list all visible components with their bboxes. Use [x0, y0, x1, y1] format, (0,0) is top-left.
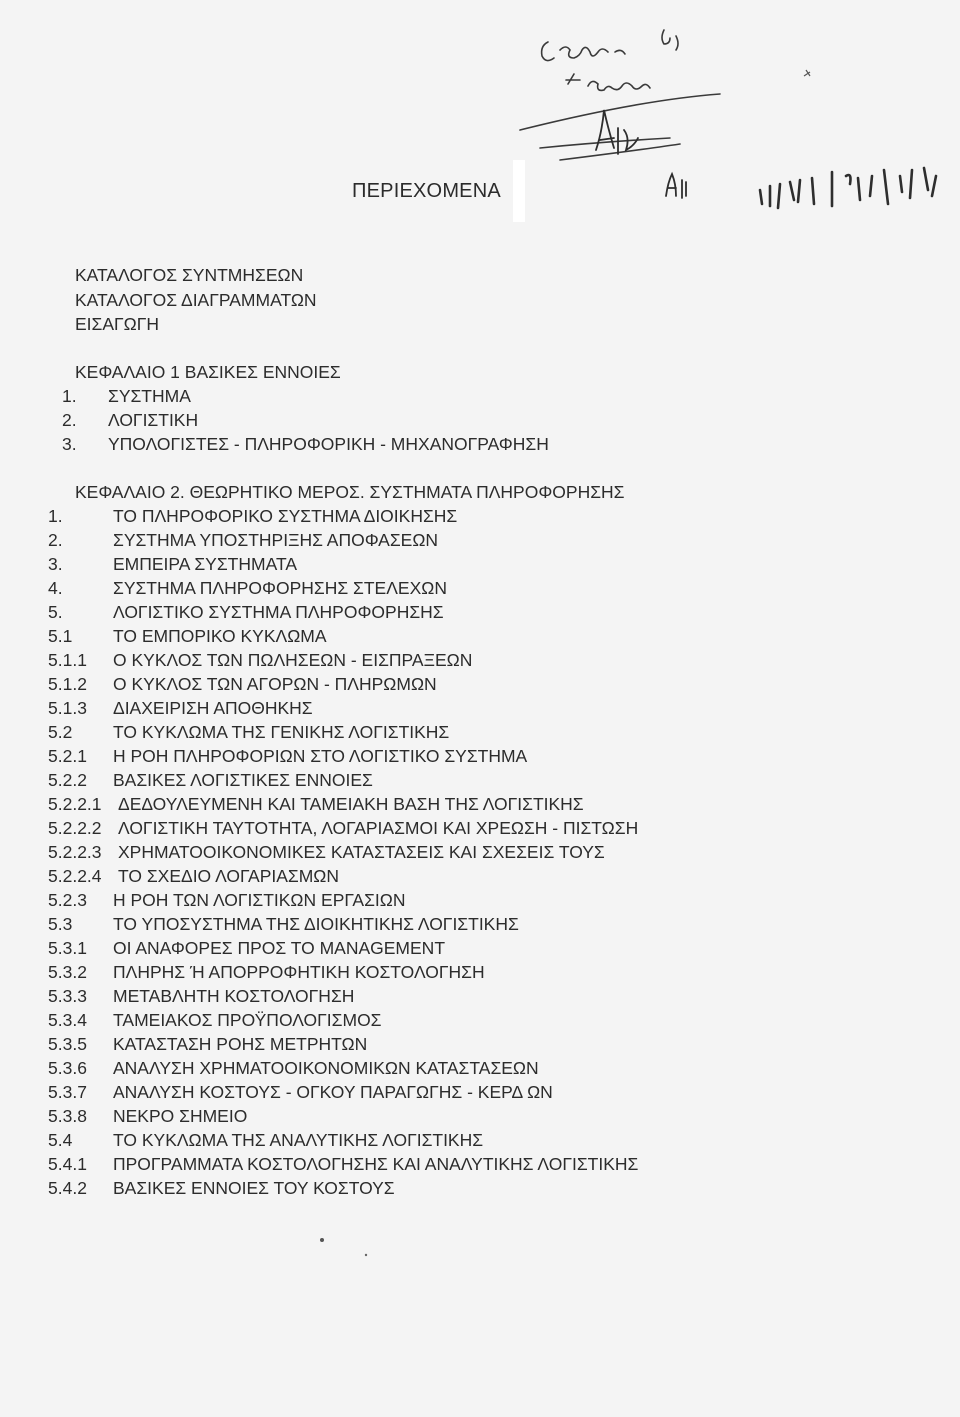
toc-entry-title: ΣΥΣΤΗΜΑ ΥΠΟΣΤΗΡΙΞΗΣ ΑΠΟΦΑΣΕΩΝ [113, 530, 439, 550]
toc-entry-number: 2. [62, 410, 77, 430]
toc-entry-number: 4. [48, 578, 63, 598]
toc-entry-number: 5.4 [48, 1130, 73, 1150]
handwritten-note-icon [0, 0, 960, 300]
toc-entry-number: 5.2.2 [48, 770, 87, 790]
scan-mask [513, 160, 525, 222]
toc-entry-number: 3. [62, 434, 77, 454]
toc-entry-number: 5.2.2.2 [48, 818, 102, 838]
toc-entry-number: 2. [48, 530, 63, 550]
toc-entry-title: ΣΥΣΤΗΜΑ ΠΛΗΡΟΦΟΡΗΣΗΣ ΣΤΕΛΕΧΩΝ [113, 578, 447, 598]
chapter-heading: ΚΕΦΑΛΑΙΟ 2. ΘΕΩΡΗΤΙΚΟ ΜΕΡΟΣ. ΣΥΣΤΗΜΑΤΑ ΠΛΗΡΟΦΟΡΗΣΗΣ [75, 482, 625, 502]
toc-entry-title: ΑΝΑΛΥΣΗ ΚΟΣΤΟΥΣ - ΟΓΚΟΥ ΠΑΡΑΓΩΓΗΣ - ΚΕΡΔ ΩΝ [113, 1082, 553, 1102]
toc-entry-title: ΛΟΓΙΣΤΙΚΗ [108, 410, 199, 430]
toc-entry-number: 5.3 [48, 914, 73, 934]
toc-entry-title: ΔΕΔΟΥΛΕΥΜΕΝΗ ΚΑΙ ΤΑΜΕΙΑΚΗ ΒΑΣΗ ΤΗΣ ΛΟΓΙΣΤΙΚΗΣ [118, 794, 584, 814]
toc-entry-title: ΠΡΟΓΡΑΜΜΑΤΑ ΚΟΣΤΟΛΟΓΗΣΗΣ ΚΑΙ ΑΝΑΛΥΤΙΚΗΣ ΛΟΓΙΣΤΙΚΗΣ [113, 1154, 639, 1174]
toc-entry-number: 5.3.2 [48, 962, 87, 982]
toc-entry-number: 5.2.2.4 [48, 866, 102, 886]
toc-entry-number: 5.1.3 [48, 698, 87, 718]
toc-entry-title: Ο ΚΥΚΛΟΣ ΤΩΝ ΑΓΟΡΩΝ - ΠΛΗΡΩΜΩΝ [113, 674, 437, 694]
toc-entry-title: ΟΙ ΑΝΑΦΟΡΕΣ ΠΡΟΣ ΤΟ MANAGEMENT [113, 938, 446, 958]
toc-entry-title: Η ΡΟΗ ΠΛΗΡΟΦΟΡΙΩΝ ΣΤΟ ΛΟΓΙΣΤΙΚΟ ΣΥΣΤΗΜΑ [113, 746, 528, 766]
toc-entry-number: 5.4.2 [48, 1178, 87, 1198]
toc-entry-number: 1. [62, 386, 77, 406]
toc-entry-number: 5.1.2 [48, 674, 87, 694]
chapter-heading: ΚΕΦΑΛΑΙΟ 1 ΒΑΣΙΚΕΣ ΕΝΝΟΙΕΣ [75, 362, 341, 382]
toc-entry-title: ΧΡΗΜΑΤΟΟΙΚΟΝΟΜΙΚΕΣ ΚΑΤΑΣΤΑΣΕΙΣ ΚΑΙ ΣΧΕΣΕΙΣ ΤΟΥΣ [118, 842, 605, 862]
toc-entry-title: ΤΟ ΚΥΚΛΩΜΑ ΤΗΣ ΓΕΝΙΚΗΣ ΛΟΓΙΣΤΙΚΗΣ [113, 722, 450, 742]
toc-entry-number: 5. [48, 602, 63, 622]
toc-entry-number: 5.3.1 [48, 938, 87, 958]
toc-entry-title: ΣΥΣΤΗΜΑ [108, 386, 191, 406]
toc-entry-number: 5.3.6 [48, 1058, 87, 1078]
toc-entry-number: 5.3.5 [48, 1034, 87, 1054]
toc-entry-number: 5.4.1 [48, 1154, 87, 1174]
toc-entry-title: ΤΟ ΠΛΗΡΟΦΟΡΙΚΟ ΣΥΣΤΗΜΑ ΔΙΟΙΚΗΣΗΣ [113, 506, 458, 526]
toc-entry-title: ΒΑΣΙΚΕΣ ΛΟΓΙΣΤΙΚΕΣ ΕΝΝΟΙΕΣ [113, 770, 373, 790]
toc-entry-title: ΒΑΣΙΚΕΣ ΕΝΝΟΙΕΣ ΤΟΥ ΚΟΣΤΟΥΣ [113, 1178, 395, 1198]
front-matter-item: ΚΑΤΑΛΟΓΟΣ ΔΙΑΓΡΑΜΜΑΤΩΝ [75, 290, 317, 310]
toc-entry-title: ΕΜΠΕΙΡΑ ΣΥΣΤΗΜΑΤΑ [113, 554, 298, 574]
page-title: ΠΕΡΙΕΧΟΜΕΝΑ [352, 180, 501, 202]
toc-entry-title: ΝΕΚΡΟ ΣΗΜΕΙΟ [113, 1106, 248, 1126]
toc-entry-title: ΤΟ ΥΠΟΣΥΣΤΗΜΑ ΤΗΣ ΔΙΟΙΚΗΤΙΚΗΣ ΛΟΓΙΣΤΙΚΗΣ [113, 914, 519, 934]
toc-entry-title: ΚΑΤΑΣΤΑΣΗ ΡΟΗΣ ΜΕΤΡΗΤΩΝ [113, 1034, 368, 1054]
toc-entry-number: 5.1.1 [48, 650, 87, 670]
toc-entry-title: ΑΝΑΛΥΣΗ ΧΡΗΜΑΤΟΟΙΚΟΝΟΜΙΚΩΝ ΚΑΤΑΣΤΑΣΕΩΝ [113, 1058, 539, 1078]
toc-entry-title: ΔΙΑΧΕΙΡΙΣΗ ΑΠΟΘΗΚΗΣ [113, 698, 313, 718]
toc-entry-title: ΤΟ ΣΧΕΔΙΟ ΛΟΓΑΡΙΑΣΜΩΝ [118, 866, 340, 886]
toc-entry-title: Ο ΚΥΚΛΟΣ ΤΩΝ ΠΩΛΗΣΕΩΝ - ΕΙΣΠΡΑΞΕΩΝ [113, 650, 473, 670]
toc-entry-title: ΛΟΓΙΣΤΙΚΟ ΣΥΣΤΗΜΑ ΠΛΗΡΟΦΟΡΗΣΗΣ [113, 602, 444, 622]
toc-entry-title: ΤΟ ΕΜΠΟΡΙΚΟ ΚΥΚΛΩΜΑ [113, 626, 327, 646]
toc-entry-title: ΤΑΜΕΙΑΚΟΣ ΠΡΟΫΠΟΛΟΓΙΣΜΟΣ [113, 1010, 382, 1030]
front-matter-item: ΕΙΣΑΓΩΓΗ [75, 314, 160, 334]
toc-entry-number: 5.2.1 [48, 746, 87, 766]
toc-entry-title: ΤΟ ΚΥΚΛΩΜΑ ΤΗΣ ΑΝΑΛΥΤΙΚΗΣ ΛΟΓΙΣΤΙΚΗΣ [113, 1130, 484, 1150]
toc-entry-number: 5.3.3 [48, 986, 87, 1006]
toc-entry-title: ΜΕΤΑΒΛΗΤΗ ΚΟΣΤΟΛΟΓΗΣΗ [113, 986, 355, 1006]
toc-entry-number: 1. [48, 506, 63, 526]
toc-entry-title: ΛΟΓΙΣΤΙΚΗ ΤΑΥΤΟΤΗΤΑ, ΛΟΓΑΡΙΑΣΜΟΙ ΚΑΙ ΧΡΕΩΣΗ - ΠΙΣΤΩΣΗ [118, 818, 639, 838]
toc-entry-number: 5.3.7 [48, 1082, 87, 1102]
toc-entry-number: 5.2.2.3 [48, 842, 102, 862]
toc-entry-number: 5.3.4 [48, 1010, 87, 1030]
toc-entry-number: 3. [48, 554, 63, 574]
toc-entry-title: Η ΡΟΗ ΤΩΝ ΛΟΓΙΣΤΙΚΩΝ ΕΡΓΑΣΙΩΝ [113, 890, 406, 910]
toc-entry-title: ΠΛΗΡΗΣ Ή ΑΠΟΡΡΟΦΗΤΙΚΗ ΚΟΣΤΟΛΟΓΗΣΗ [113, 962, 485, 982]
toc-entry-number: 5.2.2.1 [48, 794, 102, 814]
toc-entry-number: 5.2 [48, 722, 73, 742]
front-matter-item: ΚΑΤΑΛΟΓΟΣ ΣΥΝΤΜΗΣΕΩΝ [75, 265, 304, 285]
toc-entry-number: 5.3.8 [48, 1106, 87, 1126]
toc-entry-title: ΥΠΟΛΟΓΙΣΤΕΣ - ΠΛΗΡΟΦΟΡΙΚΗ - ΜΗΧΑΝΟΓΡΑΦΗΣΗ [108, 434, 549, 454]
toc-entry-number: 5.2.3 [48, 890, 87, 910]
toc-entry-number: 5.1 [48, 626, 73, 646]
